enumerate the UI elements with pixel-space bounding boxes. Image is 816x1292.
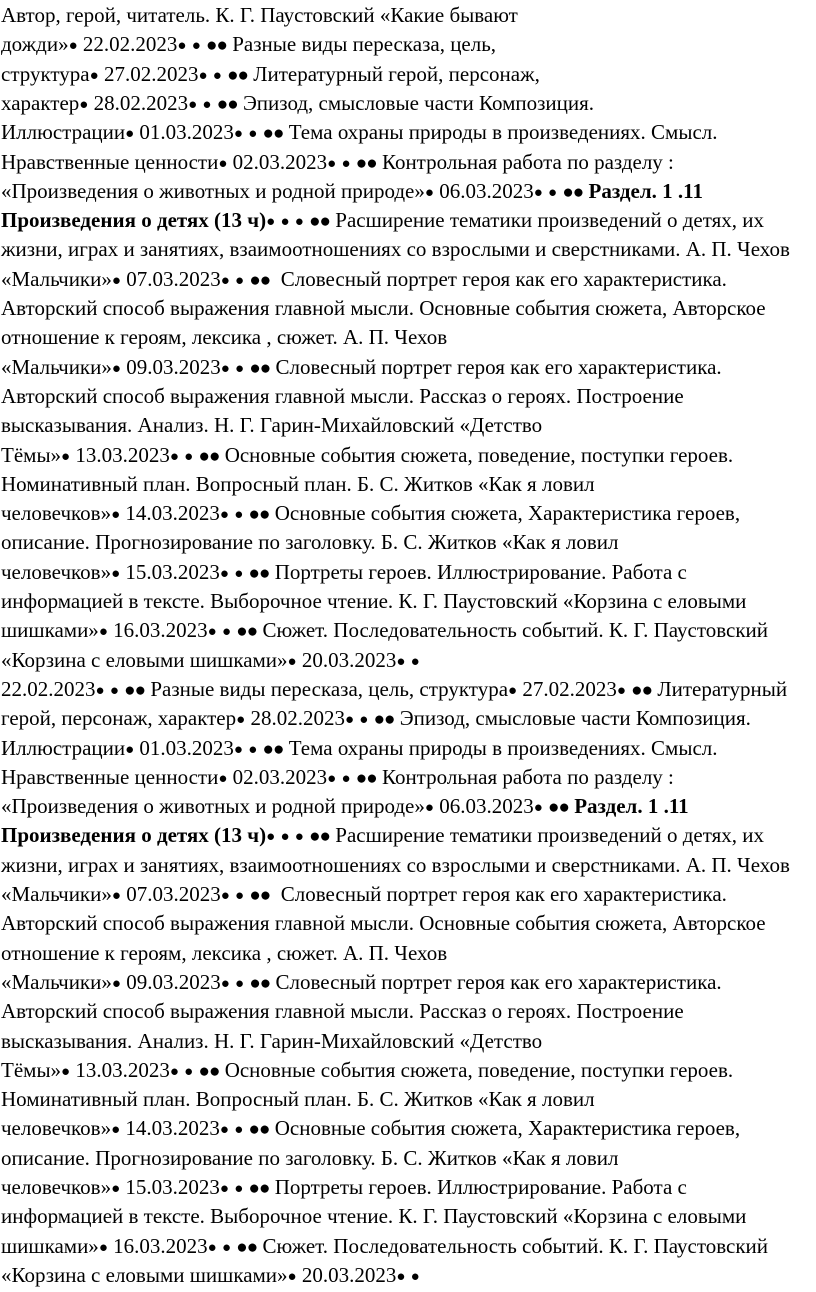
bullet-icon: ● bbox=[219, 507, 229, 524]
text-line bbox=[1, 499, 740, 528]
text-run: Авторский способ выражения главной мысли. Основные события сюжета, Авторское bbox=[1, 296, 766, 320]
text-line bbox=[1, 323, 447, 352]
bullet-icon: ● bbox=[294, 214, 304, 231]
text-run: информацией в тексте. Выборочное чтение. К. Г. Паустовский «Корзина с еловыми bbox=[1, 1204, 747, 1229]
text-line bbox=[1, 704, 751, 733]
text-run: Номинативный план. Вопросный план. Б. С. Житков «Как я ловил bbox=[1, 1087, 595, 1112]
text-run: 14.03.2023 bbox=[120, 501, 220, 526]
text-run: 07.03.2023 bbox=[120, 266, 221, 291]
text-line bbox=[1, 1173, 687, 1202]
bullet-icon: ● bbox=[89, 67, 99, 84]
bullet-icon: ● bbox=[98, 624, 108, 641]
bullet-icon: ● bbox=[234, 1122, 244, 1139]
text-line bbox=[1, 1, 518, 30]
bullet-icon: ● bbox=[191, 38, 201, 55]
text-run: 27.02.2023 bbox=[98, 61, 199, 86]
bullet-icon: ● bbox=[220, 888, 230, 904]
text-run: 01.03.2023 bbox=[134, 735, 234, 760]
bullet-icon: ●● bbox=[262, 738, 284, 760]
text-run: Сюжет. Последовательность событий. К. Г. Паустовский bbox=[257, 1233, 769, 1258]
text-run: высказывания. Анализ. Н. Г. Гарин-Михайловский «Детство bbox=[1, 413, 543, 438]
text-run: человечков» bbox=[1, 1175, 112, 1199]
text-run: Словесный портрет героя как его характеристика. bbox=[270, 882, 727, 906]
text-run: Эпизод, смысловые части Композиция. bbox=[394, 706, 751, 731]
bullet-icon: ● bbox=[219, 1122, 229, 1139]
bullet-icon: ● bbox=[341, 155, 351, 172]
bullet-icon: ●● bbox=[206, 35, 227, 57]
text-line bbox=[1, 997, 684, 1026]
text-run: 02.03.2023 bbox=[227, 149, 328, 174]
text-run: 01.03.2023 bbox=[134, 120, 234, 145]
bullet-icon: ● bbox=[95, 682, 105, 699]
bullet-icon: ● bbox=[111, 565, 121, 582]
text-run: Расширение тематики произведений о детях, их bbox=[330, 208, 765, 233]
text-run: Сюжет. Последовательность событий. К. Г. Паустовский bbox=[257, 618, 769, 643]
bullet-icon: ● bbox=[207, 624, 217, 641]
bullet-icon: ● bbox=[219, 1181, 229, 1197]
bullet-icon: ●● bbox=[236, 1236, 258, 1258]
bullet-icon: ●● bbox=[548, 797, 569, 819]
text-line bbox=[1, 441, 733, 470]
text-line bbox=[1, 206, 764, 235]
bullet-icon: ●● bbox=[248, 1178, 270, 1199]
text-run: Авторский способ выражения главной мысли. Рассказ о героях. Построение bbox=[1, 383, 684, 408]
bullet-icon: ● bbox=[235, 272, 245, 289]
bullet-icon: ● bbox=[125, 741, 135, 758]
text-run: информацией в тексте. Выборочное чтение. К. Г. Паустовский «Корзина с еловыми bbox=[1, 589, 747, 613]
text-run: шишками» bbox=[1, 1233, 99, 1258]
bullet-icon: ● bbox=[184, 1063, 194, 1080]
text-line bbox=[1, 528, 618, 557]
bullet-icon: ● bbox=[169, 1063, 179, 1080]
text-run: структура bbox=[1, 61, 90, 86]
text-line bbox=[1, 821, 764, 850]
text-run: Авторский способ выражения главной мысли. Основные события сюжета, Авторское bbox=[1, 911, 766, 936]
text-line bbox=[1, 1056, 733, 1085]
bullet-icon: ● bbox=[111, 888, 121, 904]
text-run: 06.03.2023 bbox=[433, 794, 534, 819]
text-run: характер bbox=[1, 90, 80, 115]
text-line bbox=[1, 1144, 618, 1173]
text-run: Словесный портрет героя как его характеристика. bbox=[270, 969, 722, 994]
bullet-icon: ● bbox=[248, 126, 258, 143]
bullet-icon: ● bbox=[111, 1181, 121, 1197]
text-line bbox=[1, 558, 687, 587]
text-run: 27.02.2023 bbox=[517, 676, 617, 701]
text-run: 02.03.2023 bbox=[227, 764, 328, 789]
text-run: Расширение тематики произведений о детях, их bbox=[330, 823, 765, 848]
text-line bbox=[1, 1114, 740, 1143]
text-run: Словесный портрет героя как его характеристика. bbox=[270, 354, 722, 379]
text-run: «Корзина с еловыми шишками» bbox=[1, 1262, 288, 1287]
text-line bbox=[1, 118, 718, 147]
text-run: 14.03.2023 bbox=[120, 1116, 220, 1141]
text-run: отношение к героям, лексика , сюжет. А. П. Чехов bbox=[1, 940, 448, 965]
text-run: Тёмы» bbox=[1, 442, 62, 467]
bullet-icon: ● bbox=[198, 67, 208, 84]
bullet-icon: ● bbox=[177, 38, 187, 55]
text-run: Разные виды пересказа, цель, структура bbox=[145, 676, 509, 701]
bullet-icon: ● bbox=[218, 770, 228, 787]
text-line bbox=[1, 616, 768, 645]
text-line bbox=[1, 909, 766, 938]
bullet-icon: ● bbox=[396, 653, 406, 670]
text-run: 07.03.2023 bbox=[120, 882, 221, 906]
text-run: Иллюстрации bbox=[1, 735, 126, 760]
bold-text: Раздел. 1 .11 bbox=[588, 178, 703, 203]
bullet-icon: ● bbox=[202, 96, 212, 113]
bullet-icon: ●● bbox=[248, 562, 270, 584]
text-run: Разные виды пересказа, цель, bbox=[226, 32, 497, 57]
text-run: Тёмы» bbox=[1, 1057, 62, 1082]
bullet-icon: ● bbox=[61, 1063, 71, 1080]
text-run: Автор, герой, читатель. К. Г. Паустовский «Какие бывают bbox=[1, 3, 518, 27]
bullet-icon: ● bbox=[548, 184, 558, 201]
bullet-icon: ●● bbox=[309, 211, 331, 233]
bullet-icon: ● bbox=[327, 770, 337, 787]
text-run: отношение к героям, лексика , сюжет. А. П. Чехов bbox=[1, 325, 448, 350]
text-run: Нравственные ценности bbox=[1, 149, 219, 174]
text-run: 20.03.2023 bbox=[296, 647, 397, 672]
bullet-icon: ● bbox=[221, 624, 231, 641]
bullet-icon: ● bbox=[220, 975, 230, 992]
text-run: 09.03.2023 bbox=[120, 969, 221, 994]
text-run: Основные события сюжета, Характеристика героев, bbox=[269, 501, 741, 526]
bullet-icon: ● bbox=[234, 1181, 244, 1197]
text-run: жизни, играх и занятиях, взаимоотношениях со взрослыми и сверстниками. А. П. Чехов bbox=[1, 852, 790, 877]
text-run: «Произведения о животных и родной природе» bbox=[1, 178, 425, 203]
text-run: Основные события сюжета, поведение, поступки героев. bbox=[219, 442, 734, 467]
bullet-icon: ●● bbox=[216, 93, 238, 115]
bullet-icon: ●● bbox=[631, 679, 653, 701]
text-line bbox=[1, 353, 722, 382]
bullet-icon: ●● bbox=[262, 123, 284, 145]
text-run: Эпизод, смысловые части Композиция. bbox=[237, 90, 595, 115]
text-run: 13.03.2023 bbox=[70, 442, 170, 467]
bullet-icon: ●● bbox=[236, 621, 258, 643]
text-run: Портреты героев. Иллюстрирование. Работа с bbox=[269, 1175, 687, 1199]
bullet-icon: ●● bbox=[355, 152, 377, 174]
bullet-icon: ● bbox=[79, 96, 89, 113]
bullet-icon: ● bbox=[410, 1268, 420, 1285]
text-run: «Корзина с еловыми шишками» bbox=[1, 647, 288, 672]
text-run: 22.02.2023 bbox=[77, 32, 178, 57]
bullet-icon: ● bbox=[61, 448, 71, 465]
bullet-icon: ● bbox=[248, 741, 258, 758]
bullet-icon: ● bbox=[98, 1239, 108, 1256]
text-run: Литературный герой, персонаж, bbox=[248, 61, 540, 86]
text-run: 15.03.2023 bbox=[120, 559, 220, 584]
text-run: 16.03.2023 bbox=[107, 618, 208, 643]
text-line bbox=[1, 675, 787, 704]
bullet-icon: ● bbox=[396, 1268, 406, 1285]
bullet-icon: ● bbox=[327, 155, 337, 172]
text-line bbox=[1, 646, 420, 675]
text-run: 22.02.2023 bbox=[1, 676, 96, 701]
text-line bbox=[1, 1085, 595, 1114]
bullet-icon: ● bbox=[508, 682, 518, 699]
bullet-icon: ● bbox=[359, 712, 369, 729]
bullet-icon: ● bbox=[533, 800, 543, 817]
text-run: Номинативный план. Вопросный план. Б. С. Житков «Как я ловил bbox=[1, 471, 595, 496]
bullet-icon: ● bbox=[341, 770, 351, 787]
text-run: жизни, играх и занятиях, взаимоотношениях со взрослыми и сверстниками. А. П. Чехов bbox=[1, 237, 790, 262]
bullet-icon: ● bbox=[424, 800, 434, 817]
bullet-icon: ●● bbox=[355, 767, 377, 789]
bullet-icon: ● bbox=[280, 829, 290, 846]
text-run: герой, персонаж, характер bbox=[1, 706, 237, 731]
bullet-icon: ● bbox=[111, 360, 121, 377]
bullet-icon: ● bbox=[280, 214, 290, 231]
bullet-icon: ● bbox=[235, 975, 245, 992]
bullet-icon: ●● bbox=[248, 1119, 270, 1141]
bullet-icon: ● bbox=[234, 507, 244, 524]
text-line bbox=[1, 1261, 420, 1290]
text-run: «Произведения о животных и родной природе» bbox=[1, 794, 425, 819]
bullet-icon: ● bbox=[410, 653, 420, 670]
text-run: человечков» bbox=[1, 559, 112, 584]
bullet-icon: ●● bbox=[309, 826, 331, 848]
bullet-icon: ● bbox=[235, 888, 245, 904]
bullet-icon: ● bbox=[294, 829, 304, 846]
text-run: описание. Прогнозирование по заголовку. Б. С. Житков «Как я ловил bbox=[1, 1145, 619, 1170]
bullet-icon: ● bbox=[125, 126, 135, 143]
bullet-icon: ● bbox=[219, 565, 229, 582]
text-line bbox=[1, 265, 727, 294]
text-line bbox=[1, 30, 496, 59]
bullet-icon: ● bbox=[188, 96, 198, 113]
bullet-icon: ●● bbox=[249, 885, 271, 906]
text-run: «Мальчики» bbox=[1, 969, 112, 994]
bullet-icon: ●● bbox=[198, 1060, 220, 1082]
bullet-icon: ● bbox=[212, 67, 222, 84]
bullet-icon: ● bbox=[221, 1239, 231, 1256]
text-run: Иллюстрации bbox=[1, 120, 126, 145]
bullet-icon: ● bbox=[234, 565, 244, 582]
bullet-icon: ● bbox=[111, 272, 121, 289]
text-run: 13.03.2023 bbox=[70, 1057, 170, 1082]
text-line bbox=[1, 763, 674, 792]
text-run: 28.02.2023 bbox=[88, 90, 189, 115]
bullet-icon: ●● bbox=[249, 357, 271, 379]
text-line bbox=[1, 851, 790, 880]
text-line bbox=[1, 470, 595, 499]
text-line bbox=[1, 939, 447, 968]
bullet-icon: ● bbox=[287, 1268, 297, 1285]
bullet-icon: ● bbox=[266, 214, 276, 231]
text-run: 16.03.2023 bbox=[107, 1233, 208, 1258]
bullet-icon: ●● bbox=[248, 504, 270, 526]
bullet-icon: ● bbox=[266, 829, 276, 846]
text-run: шишками» bbox=[1, 618, 99, 643]
bullet-icon: ● bbox=[68, 38, 78, 55]
text-run: Портреты героев. Иллюстрирование. Работа с bbox=[269, 559, 687, 584]
bullet-icon: ●● bbox=[124, 679, 146, 701]
bullet-icon: ● bbox=[424, 184, 434, 201]
bullet-icon: ●● bbox=[249, 972, 271, 994]
text-line bbox=[1, 1027, 542, 1056]
text-run: «Мальчики» bbox=[1, 882, 112, 906]
bullet-icon: ● bbox=[207, 1239, 217, 1256]
bullet-icon: ● bbox=[220, 272, 230, 289]
text-line bbox=[1, 60, 540, 89]
text-line bbox=[1, 734, 718, 763]
text-run: «Мальчики» bbox=[1, 354, 112, 379]
text-line bbox=[1, 880, 727, 909]
text-run: «Мальчики» bbox=[1, 266, 112, 291]
text-run: дожди» bbox=[1, 32, 69, 57]
text-run: 28.02.2023 bbox=[245, 706, 345, 731]
bold-text: Раздел. 1 .11 bbox=[574, 794, 689, 819]
bullet-icon: ●● bbox=[198, 445, 220, 467]
text-run: Литературный bbox=[652, 676, 788, 701]
text-line bbox=[1, 235, 790, 264]
bullet-icon: ● bbox=[109, 682, 119, 699]
text-line bbox=[1, 294, 766, 323]
bullet-icon: ● bbox=[533, 184, 543, 201]
bullet-icon: ● bbox=[233, 126, 243, 143]
text-run: 20.03.2023 bbox=[296, 1262, 397, 1287]
text-run: Словесный портрет героя как его характеристика. bbox=[270, 266, 727, 291]
text-run: 15.03.2023 bbox=[120, 1175, 220, 1199]
text-line bbox=[1, 148, 674, 177]
bullet-icon: ●● bbox=[562, 181, 584, 203]
bullet-icon: ● bbox=[616, 682, 626, 699]
bold-text: Произведения о детях (13 ч) bbox=[1, 823, 267, 848]
bullet-icon: ● bbox=[169, 448, 179, 465]
text-line bbox=[1, 411, 542, 440]
bullet-icon: ●● bbox=[249, 269, 271, 291]
bullet-icon: ● bbox=[111, 975, 121, 992]
text-run: Контрольная работа по разделу : bbox=[376, 764, 674, 789]
text-run: человечков» bbox=[1, 1116, 112, 1141]
text-run: Основные события сюжета, поведение, поступки героев. bbox=[219, 1057, 734, 1082]
bullet-icon: ● bbox=[235, 360, 245, 377]
bullet-icon: ● bbox=[344, 712, 355, 729]
text-line bbox=[1, 382, 684, 411]
bullet-icon: ● bbox=[111, 507, 121, 524]
text-line bbox=[1, 89, 594, 118]
bullet-icon: ● bbox=[220, 360, 230, 377]
bullet-icon: ● bbox=[218, 155, 228, 172]
text-run: Авторский способ выражения главной мысли. Рассказ о героях. Построение bbox=[1, 999, 684, 1024]
bullet-icon: ●● bbox=[227, 64, 249, 86]
bullet-icon: ● bbox=[111, 1122, 121, 1139]
text-run: Основные события сюжета, Характеристика героев, bbox=[269, 1116, 741, 1141]
text-run: 06.03.2023 bbox=[433, 178, 534, 203]
text-line bbox=[1, 587, 746, 616]
text-line bbox=[1, 968, 722, 997]
text-run: Контрольная работа по разделу : bbox=[376, 149, 674, 174]
bullet-icon: ● bbox=[287, 653, 297, 670]
text-run: Тема охраны природы в произведениях. Смысл. bbox=[283, 120, 718, 145]
bold-text: Произведения о детях (13 ч) bbox=[1, 208, 267, 233]
text-line bbox=[1, 177, 703, 206]
bullet-icon: ● bbox=[236, 712, 246, 729]
text-run: человечков» bbox=[1, 501, 112, 526]
bullet-icon: ●● bbox=[373, 709, 395, 731]
bullet-icon: ● bbox=[184, 448, 194, 465]
text-run: Нравственные ценности bbox=[1, 764, 219, 789]
text-run: Тема охраны природы в произведениях. Смысл. bbox=[283, 735, 718, 760]
text-run: высказывания. Анализ. Н. Г. Гарин-Михайловский «Детство bbox=[1, 1028, 543, 1053]
text-line bbox=[1, 792, 689, 821]
bullet-icon: ● bbox=[233, 741, 243, 758]
text-run: описание. Прогнозирование по заголовку. Б. С. Житков «Как я ловил bbox=[1, 530, 619, 555]
text-run: 09.03.2023 bbox=[120, 354, 221, 379]
text-line bbox=[1, 1202, 746, 1231]
